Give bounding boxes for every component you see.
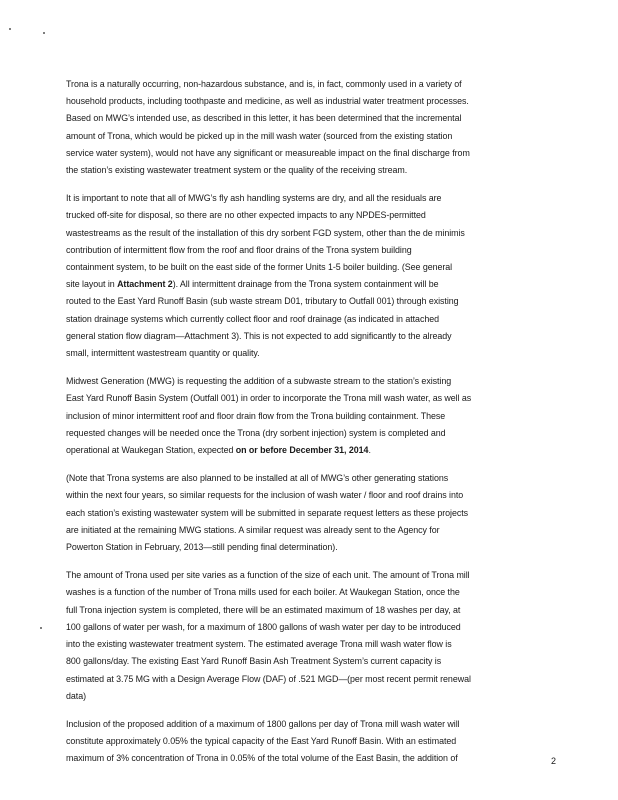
text-line — [66, 636, 560, 653]
scan-speck — [40, 627, 42, 629]
text-segment: small, intermittent wastestream quantity or quality. — [66, 348, 260, 359]
letter-body — [66, 76, 560, 779]
text-line — [66, 128, 560, 145]
text-segment: trucked off-site for disposal, so there are no other expected impacts to any NPDES-permitted — [66, 210, 426, 221]
text-line — [66, 110, 560, 127]
text-line — [66, 293, 560, 310]
text-line — [66, 505, 560, 522]
text-line — [66, 93, 560, 110]
paragraph — [66, 716, 560, 768]
text-segment: service water system), would not have any significant or measureable impact on the final discharge from — [66, 147, 470, 158]
text-line — [66, 470, 560, 487]
text-line — [66, 390, 560, 407]
text-line — [66, 619, 560, 636]
text-line — [66, 653, 560, 670]
text-line — [66, 716, 560, 733]
text-segment: within the next four years, so similar requests for the inclusion of wash water / floor and roof drains into — [66, 490, 464, 501]
text-line — [66, 328, 560, 345]
text-segment: are initiated at the remaining MWG stations. A similar request was already sent to the Agency for — [66, 524, 440, 535]
text-segment: Based on MWG’s intended use, as described in this letter, it has been determined that the incremental — [66, 113, 462, 124]
text-segment: It is important to note that all of MWG’s fly ash handling systems are dry, and all the residuals are — [66, 193, 442, 204]
text-segment: routed to the East Yard Runoff Basin (sub waste stream D01, tributary to Outfall 001) through existing — [66, 296, 459, 307]
text-line — [66, 750, 560, 767]
text-segment: requested changes will be needed once the Trona (dry sorbent injection) system is completed and — [66, 427, 446, 438]
text-line — [66, 442, 560, 459]
text-line — [66, 207, 560, 224]
text-segment: Inclusion of the proposed addition of a maximum of 1800 gallons per day of Trona mill wash water will — [66, 718, 460, 729]
text-segment: on or before December 31, 2014 — [235, 445, 369, 456]
text-line — [66, 408, 560, 425]
scan-speck — [9, 28, 11, 30]
page-number: 2 — [551, 756, 557, 766]
text-segment: full Trona injection system is completed, there will be an estimated maximum of 18 washes per day, at — [66, 604, 461, 615]
text-line — [66, 311, 560, 328]
paragraph — [66, 76, 560, 179]
text-line — [66, 145, 560, 162]
text-segment: inclusion of minor intermittent roof and floor drain flow from the Trona building containment. These — [66, 410, 446, 421]
paragraph — [66, 190, 560, 362]
text-segment: Midwest Generation (MWG) is requesting the addition of a subwaste stream to the station’s existing — [66, 376, 452, 387]
text-line — [66, 345, 560, 362]
text-segment: station drainage systems which currently collect floor and roof drainage (as indicated in attached — [66, 313, 439, 324]
paragraph — [66, 373, 560, 459]
text-line — [66, 259, 560, 276]
text-line — [66, 225, 560, 242]
text-line — [66, 567, 560, 584]
text-segment: East Yard Runoff Basin System (Outfall 001) in order to incorporate the Trona mill wash water, as well as — [66, 393, 472, 404]
text-line — [66, 276, 560, 293]
text-segment: 100 gallons of water per wash, for a maximum of 1800 gallons of wash water per day to be introduced — [66, 621, 461, 632]
text-segment: Trona is a naturally occurring, non-hazardous substance, and is, in fact, commonly used in a variety of — [66, 79, 462, 89]
text-segment: into the existing wastewater treatment system. The estimated average Trona mill wash water flow is — [66, 639, 452, 650]
text-line — [66, 242, 560, 259]
text-segment: ). All intermittent drainage from the Trona system containment will be — [172, 279, 439, 290]
text-segment: each station’s existing wastewater system will be submitted in separate request letters as these projects — [66, 507, 469, 518]
text-segment: data) — [66, 690, 86, 701]
paragraph — [66, 470, 560, 556]
text-line — [66, 487, 560, 504]
text-segment: site layout in — [66, 279, 118, 290]
text-segment: The amount of Trona used per site varies as a function of the size of each unit. The amount of Trona mill — [66, 570, 470, 581]
scan-speck — [43, 32, 45, 34]
text-segment: household products, including toothpaste and medicine, as well as industrial water treatment processes. — [66, 96, 469, 107]
text-line — [66, 584, 560, 601]
text-segment: constitute approximately 0.05% the typical capacity of the East Yard Runoff Basin. With an estimated — [66, 736, 457, 747]
text-line — [66, 733, 560, 750]
text-segment: estimated at 3.75 MG with a Design Average Flow (DAF) of .521 MGD—(per most recent permit renewal — [66, 673, 471, 684]
text-segment: wastestreams as the result of the installation of this dry sorbent FGD system, other than the de minimis — [66, 227, 465, 238]
text-line — [66, 602, 560, 619]
text-segment: washes is a function of the number of Trona mills used for each boiler. At Waukegan Station, once the — [66, 587, 460, 598]
text-line — [66, 671, 560, 688]
text-segment: Powerton Station in February, 2013—still pending final determination). — [66, 542, 338, 553]
paragraph — [66, 567, 560, 705]
text-line — [66, 688, 560, 705]
text-segment: general station flow diagram—Attachment 3). This is not expected to add significantly to the already — [66, 330, 452, 341]
text-segment: contribution of intermittent flow from the roof and floor drains of the Trona system building — [66, 244, 412, 255]
text-segment: containment system, to be built on the east side of the former Units 1-5 boiler building. (See general — [66, 262, 453, 273]
text-segment: the station’s existing wastewater treatment system or the quality of the receiving stream. — [66, 165, 408, 176]
text-line — [66, 522, 560, 539]
text-line — [66, 162, 560, 179]
text-segment: . — [368, 445, 371, 456]
text-line — [66, 190, 560, 207]
text-line — [66, 539, 560, 556]
text-segment: amount of Trona, which would be picked up in the mill wash water (sourced from the existing station — [66, 130, 453, 141]
text-segment: Attachment 2 — [117, 279, 173, 290]
text-segment: (Note that Trona systems are also planned to be installed at all of MWG’s other generating stations — [66, 473, 449, 484]
text-segment: operational at Waukegan Station, expected — [66, 445, 236, 456]
text-line — [66, 425, 560, 442]
text-line — [66, 373, 560, 390]
text-segment: 800 gallons/day. The existing East Yard Runoff Basin Ash Treatment System’s current capacity is — [66, 656, 442, 667]
text-line — [66, 76, 560, 93]
text-segment: maximum of 3% concentration of Trona in 0.05% of the total volume of the East Basin, the addition of — [66, 753, 458, 764]
